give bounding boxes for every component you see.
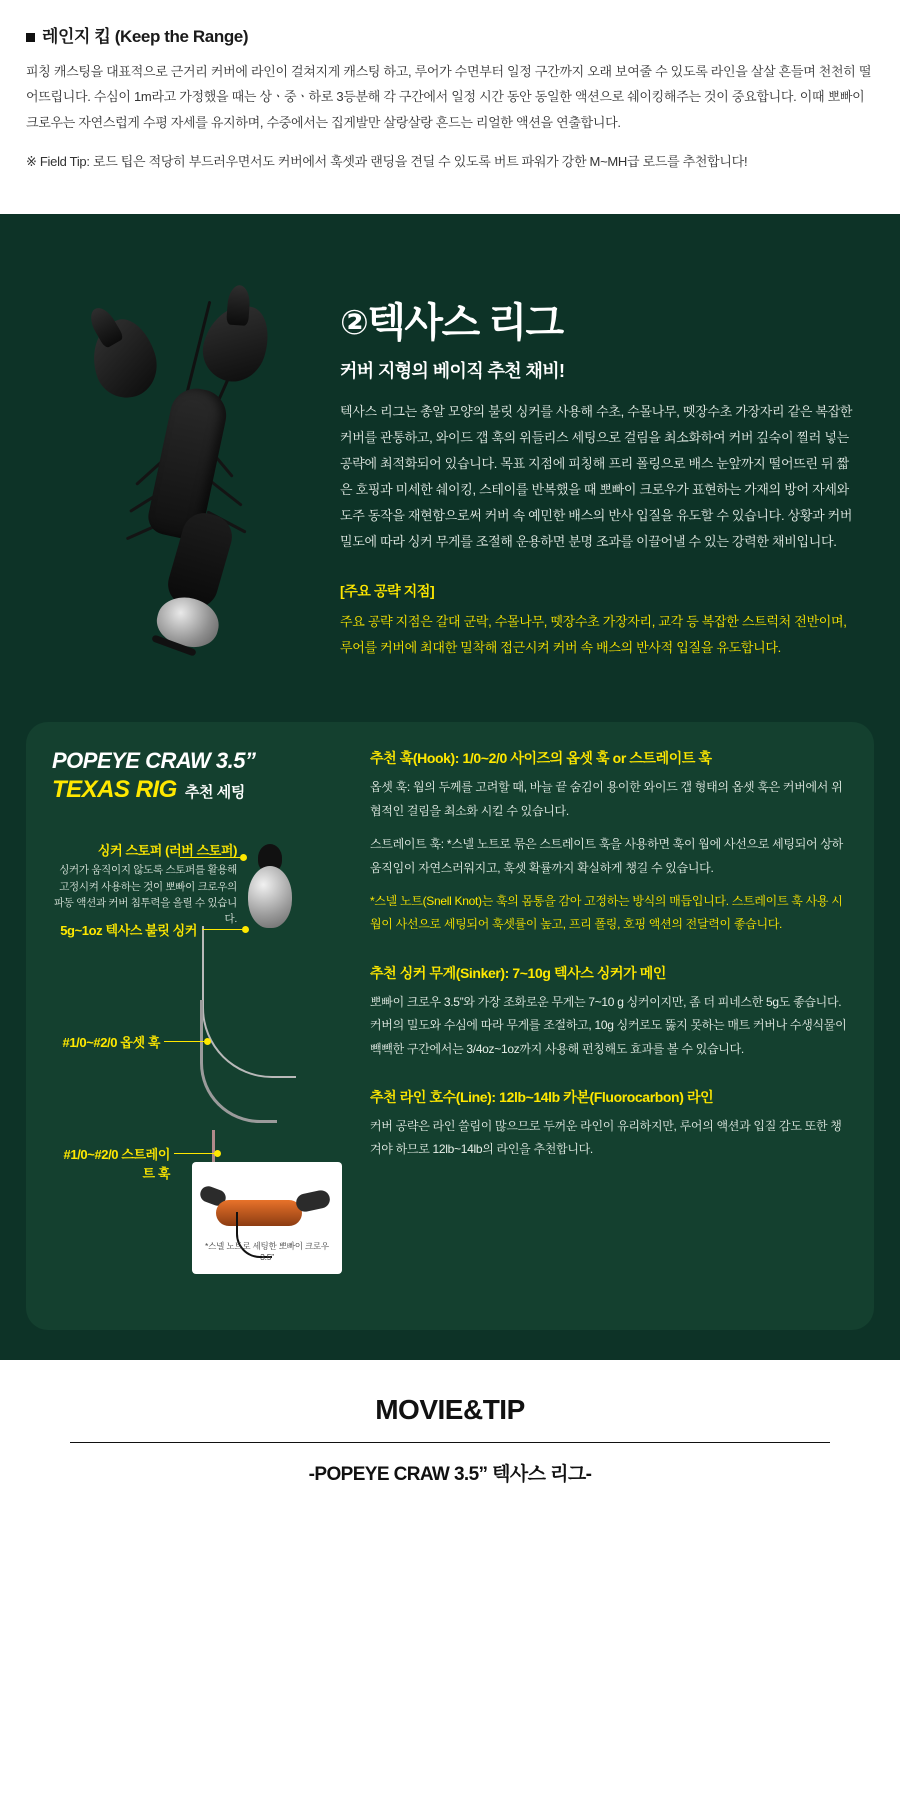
square-bullet-icon <box>26 33 35 42</box>
callout-desc-stopper: 싱커가 움직이지 않도록 스토퍼를 활용해 고정시켜 사용하는 것이 뽀빠이 크로우의 파동 액션과 커버 침투력을 올릴 수 있습니다. <box>53 864 237 926</box>
section-para: 스트레이트 훅: *스넬 노트로 묶은 스트레이트 훅을 사용하면 훅이 웜에 사선으로 세팅되어 상하 움직임이 자연스러워지고, 훅셋 확률까지 확실하게 챙길 수 있습니다. <box>370 837 843 875</box>
callout-line <box>164 1041 204 1042</box>
offset-hook-icon <box>200 1000 277 1123</box>
section-head-line: 추천 라인 호수(Line): 12lb~14lb 카본(Fluorocarbon) 라인 <box>370 1088 714 1105</box>
bullet-sinker-icon <box>248 866 292 928</box>
field-tip: ※ Field Tip: 로드 팁은 적당히 부드러우면서도 커버에서 훅셋과 랜딩을 견딜 수 있도록 버트 파워가 강한 M~MH급 로드를 추천합니다! <box>26 154 748 170</box>
lure-tail-icon <box>295 1189 332 1214</box>
setting-diagram <box>52 748 352 1300</box>
movie-tip-footer <box>0 1360 900 1512</box>
footer-subtitle: -POPEYE CRAW 3.5” 텍사스 리그- <box>308 1464 592 1486</box>
section-head-sinker: 추천 싱커 무게(Sinker): 7~10g 텍사스 싱커가 메인 <box>370 964 666 981</box>
rig-number: ② <box>340 304 368 343</box>
lure-photo <box>192 1162 342 1274</box>
claw-icon <box>82 313 165 406</box>
section-para: 뽀빠이 크로우 3.5”와 가장 조화로운 무게는 7~10 g 싱커이지만, 좀 더 피네스한 5g도 좋습니다. 커버의 밀도와 수심에 따라 무게를 조절하고, 10g 싱커로도 뚫지 못하는 매트 커버나 수생식물이 빽빽한 구간에서는 3/4oz~1oz까지 사용해 펀칭해도 효과를 볼 수 있습니다. <box>370 994 847 1056</box>
card-title-line1: POPEYE CRAW 3.5” <box>52 748 256 774</box>
rig-title-text: 텍사스 리그 <box>367 301 563 346</box>
rig-title <box>340 301 860 346</box>
page-title-text: 레인지 킵 (Keep the Range) <box>42 27 249 46</box>
callout-label-offset-hook: #1/0~#2/0 옵셋 훅 <box>62 1035 160 1051</box>
footer-title: MOVIE&TIP <box>375 1394 525 1426</box>
card-title-line2-ko: 추천 세팅 <box>184 784 245 802</box>
callout-label-sinker: 5g~1oz 텍사스 불릿 싱커 <box>60 923 197 939</box>
section-para: 옵셋 훅: 웜의 두께를 고려할 때, 바늘 끝 숨김이 용이한 와이드 갭 형태의 옵셋 훅은 커버에서 위협적인 걸림을 최소화 시킬 수 있습니다. <box>370 780 843 818</box>
highlight-body: 주요 공략 지점은 갈대 군락, 수몰나무, 뗏장수초 가장자리, 교각 등 복잡한 스트럭처 전반이며, 루어를 커버에 최대한 밀착해 접근시켜 커버 속 배스의 반사적 입질을 유도합니다. <box>340 614 847 656</box>
crawfish-lure-icon <box>65 298 335 658</box>
highlight-heading: [주요 공략 지점] <box>340 583 435 600</box>
hero-block <box>0 218 900 708</box>
card-title-line2-text: TEXAS RIG <box>52 776 177 804</box>
callout-line <box>202 929 242 930</box>
section-para: 커버 공략은 라인 쓸림이 많으므로 두꺼운 라인이 유리하지만, 루어의 액션과 입질 감도 또한 챙겨야 하므로 12lb~14lb의 라인을 추천합니다. <box>370 1118 842 1157</box>
hero-text <box>340 278 870 708</box>
callout-line <box>174 1153 214 1154</box>
setting-details <box>370 748 848 1300</box>
callout-label-stopper: 싱커 스토퍼 (러버 스토퍼) <box>97 843 237 859</box>
lure-illustration <box>10 278 340 708</box>
callout-label-straight-hook: #1/0~#2/0 스트레이트 훅 <box>63 1147 170 1182</box>
rig-subtitle: 커버 지형의 베이직 추천 채비! <box>340 361 565 382</box>
card-title-line2 <box>52 776 352 804</box>
intro-section <box>0 0 900 184</box>
callout-dot <box>240 854 247 861</box>
photo-caption: *스넬 노트로 세팅한 뽀빠이 크로우 3.5” <box>205 1241 329 1263</box>
section-note: *스넬 노트(Snell Knot)는 훅의 몸통을 감아 고정하는 방식의 매듭입니다. 스트레이트 훅 사용 시 웜이 사선으로 세팅되어 훅셋률이 높고, 프리 폴링, 호핑 액션의 전달력이 좋습니다. <box>370 893 843 932</box>
intro-paragraph: 피칭 캐스팅을 대표적으로 근거리 커버에 라인이 걸쳐지게 캐스팅 하고, 루어가 수면부터 일정 구간까지 오래 보여줄 수 있도록 라인을 살살 흔들며 천천히 떨어뜨립니다. 수심이 1m라고 가정했을 때는 상ㆍ중ㆍ하로 3등분해 각 구간에서 일정 시간 동안 동일한 액션으로 쉐이킹해주는 것이 중요합니다. 이때 뽀빠이 크로우는 자연스럽게 수평 자세를 유지하며, 수중에서는 집게발만 살랑살랑 흔드는 리얼한 액션을 연출합니다. <box>26 64 872 130</box>
page-title <box>26 22 874 47</box>
callout-diagram <box>52 830 352 1300</box>
rig-description: 텍사스 리그는 총알 모양의 불릿 싱커를 사용해 수초, 수몰나무, 뗏장수초 가장자리 같은 복잡한 커버를 관통하고, 와이드 갭 훅의 위들리스 세팅으로 걸림을 최소화하여 커버 깊숙이 찔러 넣는 공략에 최적화되어 있습니다. 목표 지점에 피칭해 프리 폴링으로 배스 눈앞까지 떨어뜨린 뒤 짧은 호핑과 미세한 쉐이킹, 스테이를 반복했을 때 뽀빠이 크로우가 표현하는 가재의 방어 자세와 도주 동작을 재현함으로써 커버 속 예민한 배스의 반사 입질을 유도할 수 있습니다. 상황과 커버 밀도에 따라 싱커 무게를 조절해 운용하면 분명 조과를 이끌어낼 수 있는 강력한 채비입니다. <box>340 404 853 550</box>
texas-rig-section <box>0 214 900 1360</box>
setting-card <box>26 722 874 1330</box>
section-head-hook: 추천 훅(Hook): 1/0~2/0 사이즈의 옵셋 훅 or 스트레이트 훅 <box>370 750 712 767</box>
divider <box>70 1442 830 1443</box>
